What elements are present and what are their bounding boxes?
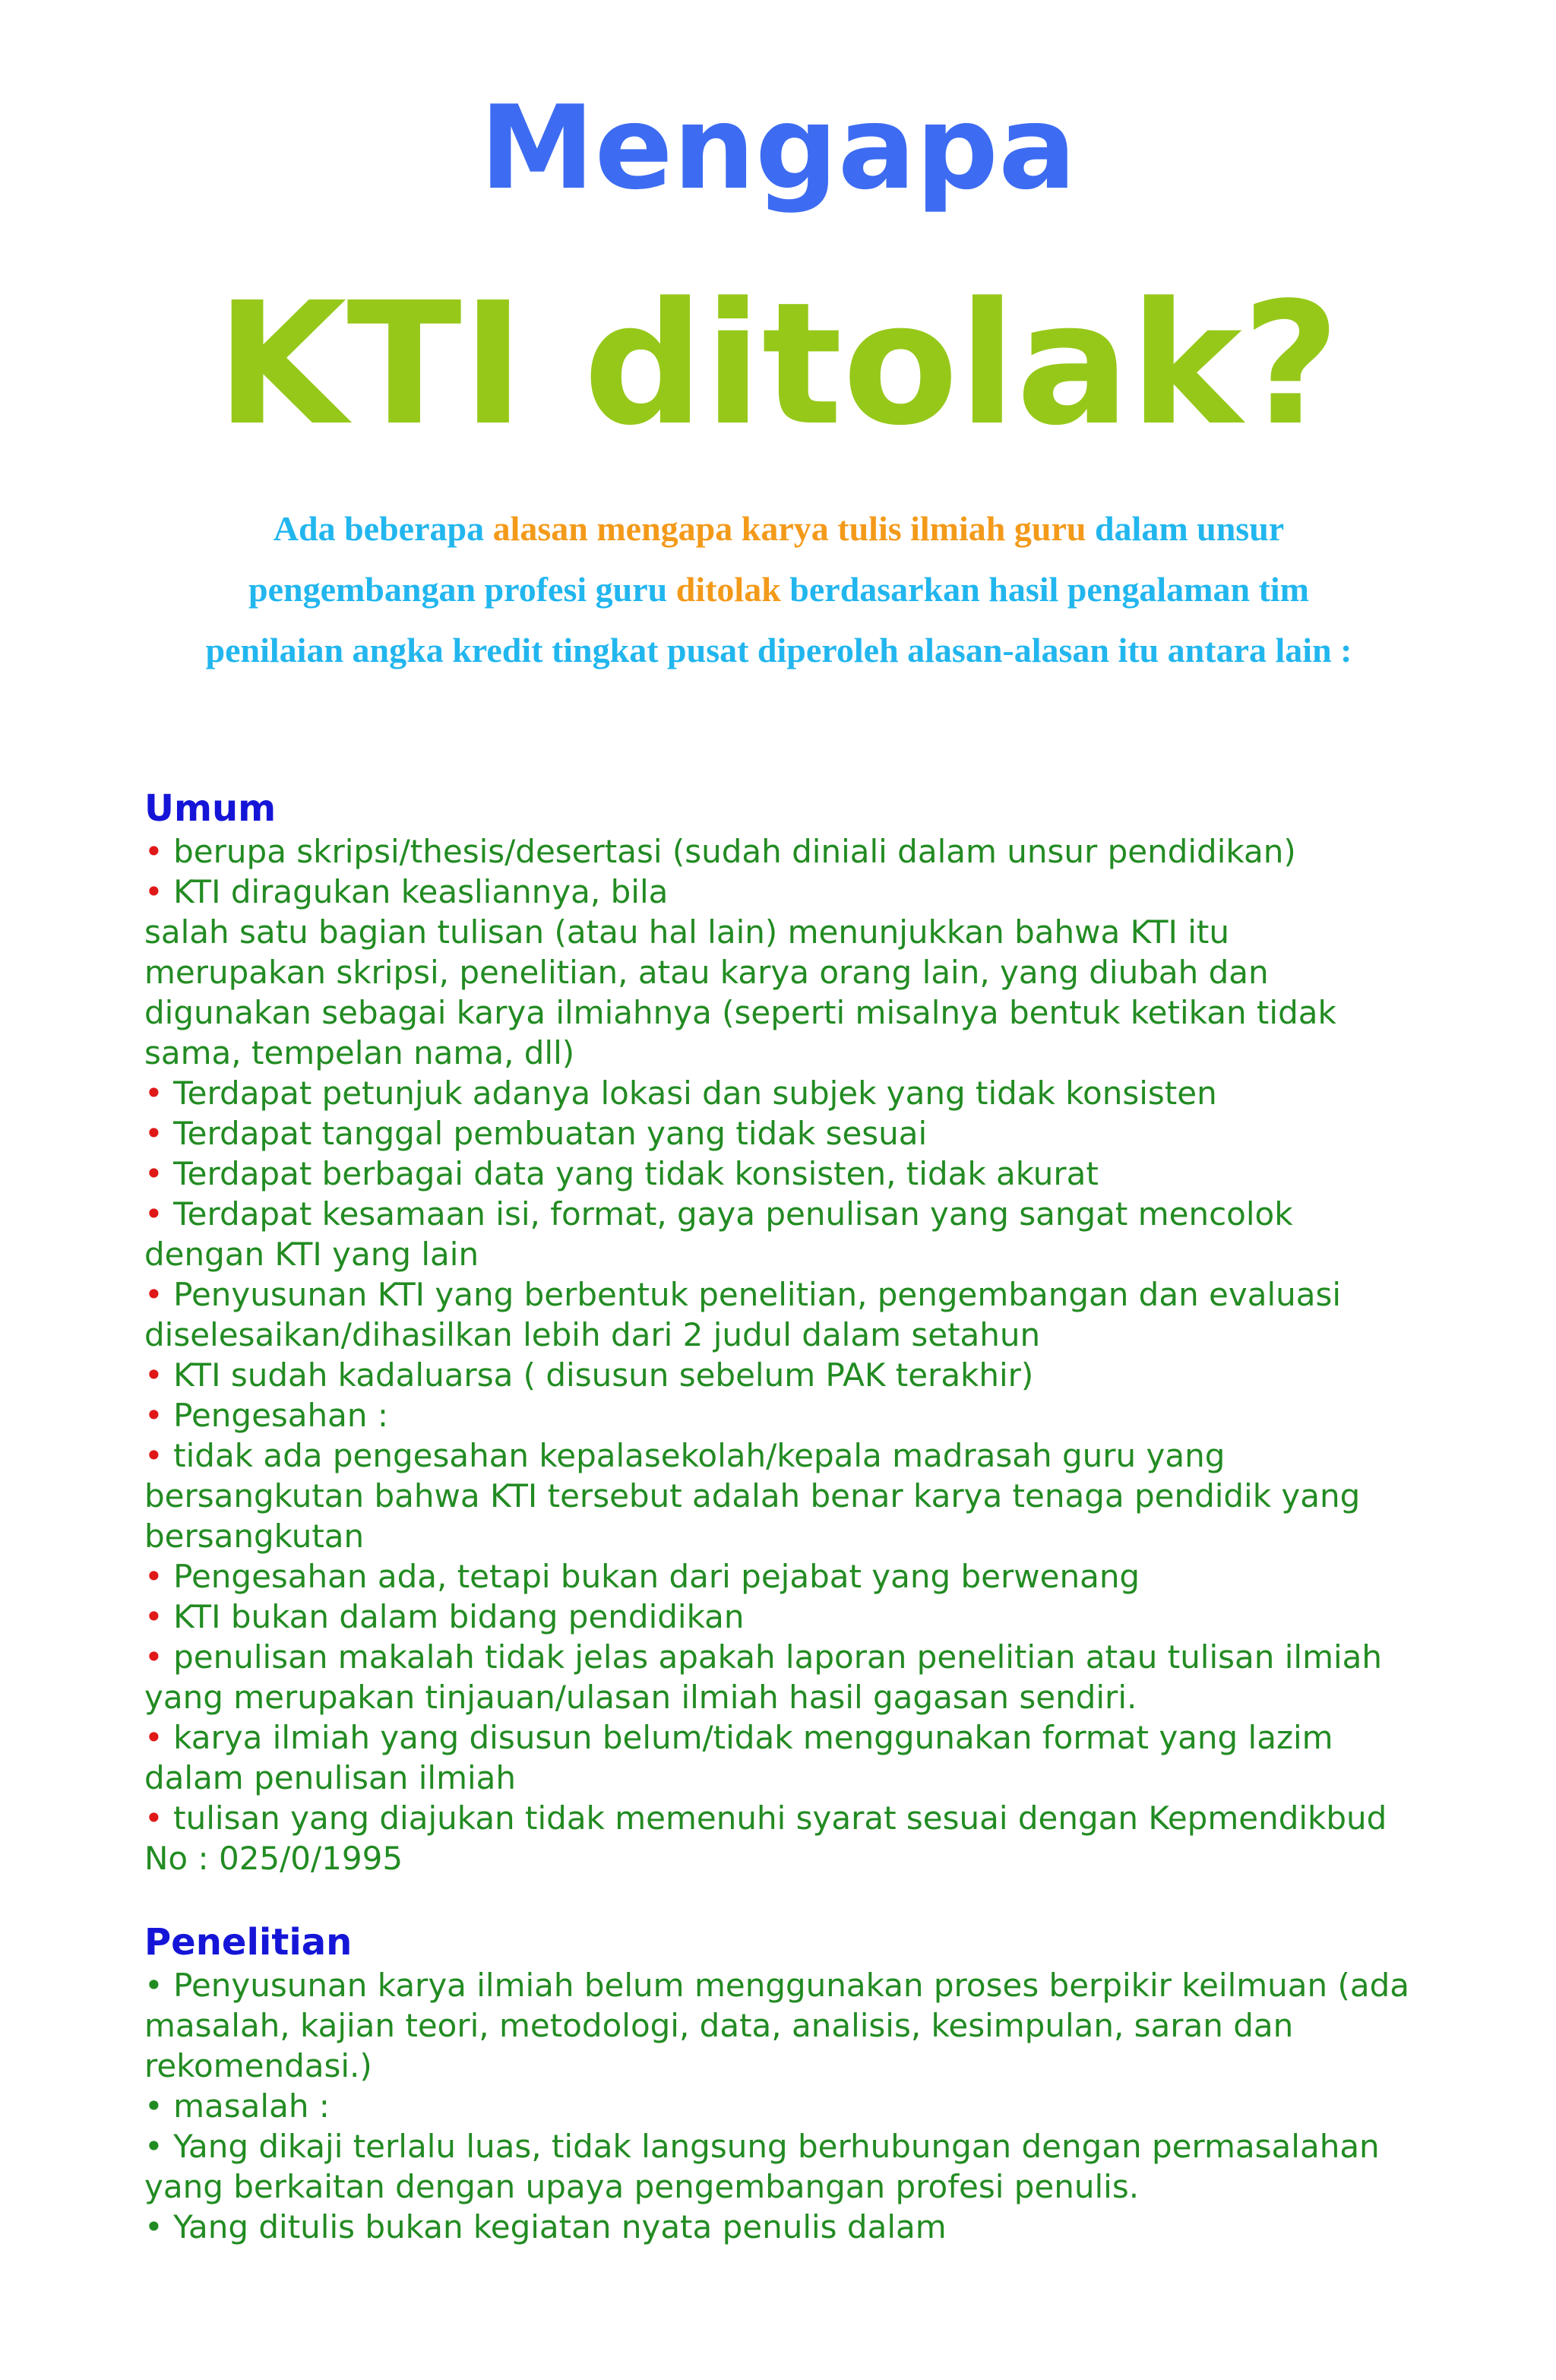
list-item-text: masalah : — [173, 2087, 330, 2125]
list-item — [144, 1395, 1421, 1435]
bullet-icon: • — [144, 1437, 163, 1474]
list-item — [144, 1637, 1421, 1717]
bullet-icon: • — [144, 1799, 163, 1837]
section-heading: Penelitian — [144, 1921, 353, 1964]
bullet-list — [144, 1965, 1421, 2247]
list-item-text: KTI bukan dalam bidang pendidikan — [173, 1598, 745, 1635]
list-item-text: tulisan yang diajukan tidak memenuhi syarat sesuai dengan Kepmendikbud No : 025/0/1995 — [144, 1799, 1387, 1877]
intro-paragraph — [182, 498, 1375, 681]
bullet-list — [144, 831, 1421, 1878]
list-item-text: Penyusunan KTI yang berbentuk penelitian, pengembangan dan evaluasi diselesaikan/dihasilkan lebih dari 2 judul dalam setahun — [144, 1276, 1342, 1353]
bullet-icon: • — [144, 1356, 163, 1394]
bullet-icon: • — [144, 1155, 163, 1192]
section-penelitian — [144, 1921, 1421, 2247]
list-item — [144, 1965, 1421, 2086]
list-item-text: Yang dikaji terlalu luas, tidak langsung berhubungan dengan permasalahan yang berkaitan dengan upaya pengembangan profesi penulis. — [144, 2128, 1380, 2205]
intro-text: berdasarkan hasil pengalaman tim penilaian angka kredit tingkat pusat diperoleh alasan-alasan itu antara lain : — [205, 570, 1352, 669]
section-umum — [144, 787, 1421, 1878]
list-item — [144, 1717, 1421, 1798]
list-item-text: Terdapat berbagai data yang tidak konsisten, tidak akurat — [173, 1155, 1099, 1192]
title-line-2: KTI ditolak? — [216, 267, 1340, 463]
intro-highlight: ditolak — [675, 570, 781, 609]
bullet-icon: • — [144, 2128, 163, 2165]
list-item-text: Terdapat tanggal pembuatan yang tidak sesuai — [173, 1115, 928, 1152]
list-item — [144, 1798, 1421, 1878]
list-item-text: Pengesahan ada, tetapi bukan dari pejabat yang berwenang — [173, 1558, 1140, 1595]
bullet-icon: • — [144, 1638, 163, 1676]
list-item-text: Pengesahan : — [173, 1397, 389, 1434]
bullet-icon: • — [144, 1558, 163, 1595]
list-item-text: tidak ada pengesahan kepalasekolah/kepala madrasah guru yang bersangkutan bahwa KTI tersebut adalah benar karya tenaga pendidik yang bersangkutan — [144, 1437, 1361, 1555]
intro-highlight: alasan mengapa karya tulis ilmiah guru — [492, 509, 1086, 548]
intro-text: dalam unsur pengembangan profesi guru — [248, 509, 1285, 609]
bullet-icon: • — [144, 833, 163, 870]
list-item-text: Terdapat kesamaan isi, format, gaya penulisan yang sangat mencolok dengan KTI yang lain — [144, 1195, 1293, 1273]
bullet-icon: • — [144, 1115, 163, 1152]
list-item — [144, 1274, 1421, 1355]
list-item-text: penulisan makalah tidak jelas apakah laporan penelitian atau tulisan ilmiah yang merupakan tinjauan/ulasan ilmiah hasil gagasan sendiri. — [144, 1638, 1383, 1716]
bullet-icon: • — [144, 1276, 163, 1313]
list-item-text: karya ilmiah yang disusun belum/tidak menggunakan format yang lazim dalam penulisan ilmiah — [144, 1719, 1333, 1796]
bullet-icon: • — [144, 1598, 163, 1635]
bullet-icon: • — [144, 1967, 163, 2004]
list-item-text: KTI sudah kadaluarsa ( disusun sebelum PAK terakhir) — [173, 1356, 1034, 1394]
list-item-text: berupa skripsi/thesis/desertasi (sudah diniali dalam unsur pendidikan) — [173, 833, 1296, 870]
list-item-text: Yang ditulis bukan kegiatan nyata penulis dalam — [173, 2208, 947, 2245]
list-item — [144, 1355, 1421, 1395]
list-item — [144, 2126, 1421, 2207]
intro-text: Ada beberapa — [273, 509, 493, 548]
bullet-icon: • — [144, 2208, 163, 2245]
bullet-icon: • — [144, 1074, 163, 1112]
list-item — [144, 2086, 1421, 2126]
section-heading: Umum — [144, 787, 277, 830]
list-item-text: KTI diragukan keasliannya, bila salah satu bagian tulisan (atau hal lain) menunjukkan bahwa KTI itu merupakan skripsi, penelitian, atau karya orang lain, yang diubah dan digunakan sebagai karya ilmiahnya (seperti misalnya bentuk ketikan tidak sama, tempelan nama, dll) — [144, 873, 1336, 1071]
bullet-icon: • — [144, 1719, 163, 1756]
list-item — [144, 1113, 1421, 1154]
content-body — [144, 787, 1421, 2247]
list-item — [144, 1556, 1421, 1597]
list-item-text: Terdapat petunjuk adanya lokasi dan subjek yang tidak konsisten — [173, 1074, 1217, 1112]
list-item — [144, 1435, 1421, 1556]
bullet-icon: • — [144, 1397, 163, 1434]
list-item — [144, 831, 1421, 872]
list-item — [144, 1154, 1421, 1194]
bullet-icon: • — [144, 873, 163, 910]
bullet-icon: • — [144, 1195, 163, 1233]
list-item — [144, 2207, 1421, 2247]
list-item — [144, 1194, 1421, 1274]
bullet-icon: • — [144, 2087, 163, 2125]
list-item-text: Penyusunan karya ilmiah belum menggunakan proses berpikir keilmuan (ada masalah, kajian teori, metodologi, data, analisis, kesimpulan, saran dan rekomendasi.) — [144, 1967, 1410, 2084]
list-item — [144, 1073, 1421, 1113]
list-item — [144, 872, 1421, 1073]
title-line-1: Mengapa — [479, 81, 1077, 215]
list-item — [144, 1597, 1421, 1637]
